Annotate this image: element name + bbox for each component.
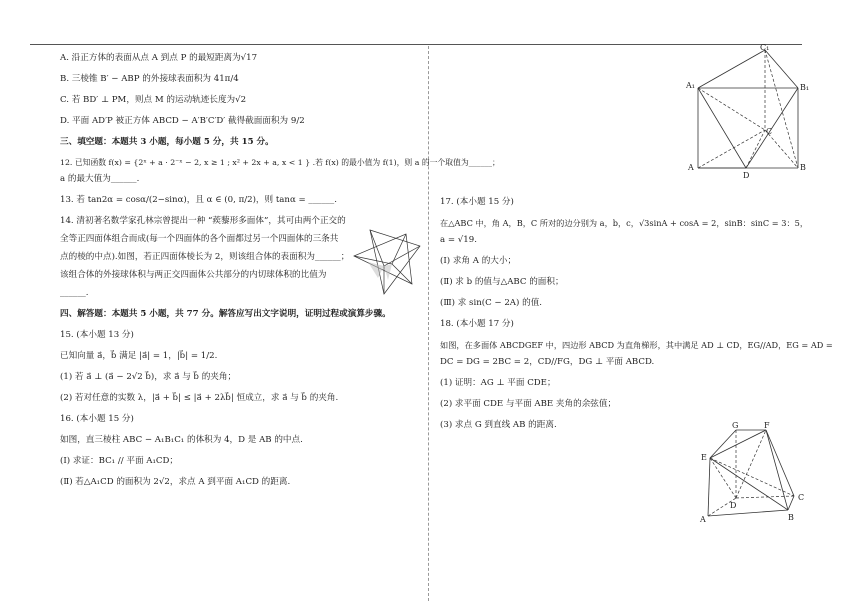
section-fill-heading: 三、填空题：本题共 3 小题，每小题 5 分，共 15 分。	[60, 137, 274, 147]
q18-given: 如图，在多面体 ABCDGEF 中，四边形 ABCD 为直角梯形，其中满足 AD ⊥ CD，EG//AD，EG = AD =	[440, 340, 833, 350]
label-a1: A₁	[686, 81, 695, 90]
q12-line1: 12. 已知函数 f(x) = {2ˣ + a · 2⁻ˣ − 2, x ≥ 1 ; x² + 2x + a, x < 1 } .若 f(x) 的最小值为 f(1)，则 a 的一个取值为______；	[60, 158, 500, 167]
q12-line2: a 的最大值为______.	[60, 174, 140, 184]
q17-part3: (Ⅲ) 求 sin(C − 2A) 的值.	[440, 298, 543, 308]
q17-title: 17. (本小题 15 分)	[440, 197, 514, 207]
q17-given-2: a = √19.	[440, 235, 477, 245]
q16-part2: (Ⅱ) 若△A₁CD 的面积为 2√2，求点 A 到平面 A₁CD 的距离.	[60, 477, 291, 487]
q18-part3: (3) 求点 G 到直线 AB 的距离.	[440, 420, 557, 430]
q15-part2: (2) 若对任意的实数 λ，|a⃗ + b⃗| ≤ |a⃗ + 2λb⃗| 恒成立，求 a⃗ 与 b⃗ 的夹角.	[60, 393, 339, 403]
q17-part2: (Ⅱ) 求 b 的值与△ABC 的面积；	[440, 277, 564, 287]
label-c1: C₁	[760, 43, 770, 52]
label-a: A	[700, 515, 706, 524]
column-divider	[428, 46, 429, 601]
label-a: A	[688, 163, 694, 172]
label-b: B	[788, 513, 794, 522]
q18-given-2: DC = DG = 2BC = 2，CD//FG，DG ⊥ 平面 ABCD.	[440, 357, 655, 367]
q18-title: 18. (本小题 17 分)	[440, 319, 514, 329]
label-f: F	[764, 421, 770, 430]
label-c: C	[766, 127, 773, 136]
q15-title: 15. (本小题 13 分)	[60, 330, 134, 340]
q14-line5: ______.	[60, 288, 89, 298]
prism-figure	[680, 42, 810, 182]
q14-line3: 点的棱的中点).如图，若正四面体棱长为 2，则该组合体的表面积为______；	[60, 252, 350, 262]
right-column	[440, 196, 833, 431]
label-c: C	[798, 493, 805, 502]
q14-line2: 全等正四面体组合而成(每一个四面体的各个面都过另一个四面体的三条共	[60, 234, 339, 244]
option-a: A. 沿正方体的表面从点 A 到点 P 的最短距离为√17	[60, 53, 258, 63]
q17-given: 在△ABC 中，角 A，B，C 所对的边分别为 a，b，c，√3sinA + cosA = 2，sinB：sinC = 3：5，	[440, 218, 809, 228]
label-b: B	[800, 163, 806, 172]
q16-part1: (Ⅰ) 求证：BC₁ // 平面 A₁CD；	[60, 456, 178, 466]
label-g: G	[732, 421, 739, 430]
label-d: D	[730, 501, 737, 510]
q16-given: 如图，直三棱柱 ABC − A₁B₁C₁ 的体积为 4，D 是 AB 的中点.	[60, 435, 303, 445]
multiface-figure	[698, 418, 813, 528]
option-d: D. 平面 AD′P 被正方体 ABCD − A′B′C′D′ 截得截面面积为 9/2	[60, 116, 305, 126]
q14-line1: 14. 清初著名数学家孔林宗曾提出一种 “蒺藜形多面体”，其可由两个正交的	[60, 216, 346, 226]
q16-title: 16. (本小题 15 分)	[60, 414, 134, 424]
label-e: E	[701, 453, 707, 462]
q18-part2: (2) 求平面 CDE 与平面 ABE 夹角的余弦值；	[440, 399, 617, 409]
label-b1: B₁	[800, 83, 810, 92]
q13: 13. 若 tan2α = cosα/(2−sinα)，且 α ∈ (0, π/2)，则 tanα = ______.	[60, 195, 337, 205]
option-b: B. 三棱锥 B′ − ABP 的外接球表面积为 41π/4	[60, 74, 239, 84]
q15-part1: (1) 若 a⃗ ⊥ (a⃗ − 2√2 b⃗)，求 a⃗ 与 b⃗ 的夹角；	[60, 372, 237, 382]
q15-given: 已知向量 a⃗，b⃗ 满足 |a⃗| = 1，|b⃗| = 1/2.	[60, 351, 218, 361]
section-answer-heading: 四、解答题：本题共 5 小题，共 77 分。解答应写出文字说明，证明过程或演算步骤。	[60, 309, 391, 319]
q17-part1: (Ⅰ) 求角 A 的大小；	[440, 256, 517, 266]
q18-part1: (1) 证明：AG ⊥ 平面 CDE；	[440, 378, 556, 388]
q14-line4: 该组合体的外接球体积与两正交四面体公共部分的内切球体积的比值为	[60, 270, 327, 280]
option-c: C. 若 BD′ ⊥ PM，则点 M 的运动轨迹长度为√2	[60, 95, 247, 105]
polyhedron-figure	[348, 226, 430, 298]
label-d: D	[743, 171, 750, 180]
